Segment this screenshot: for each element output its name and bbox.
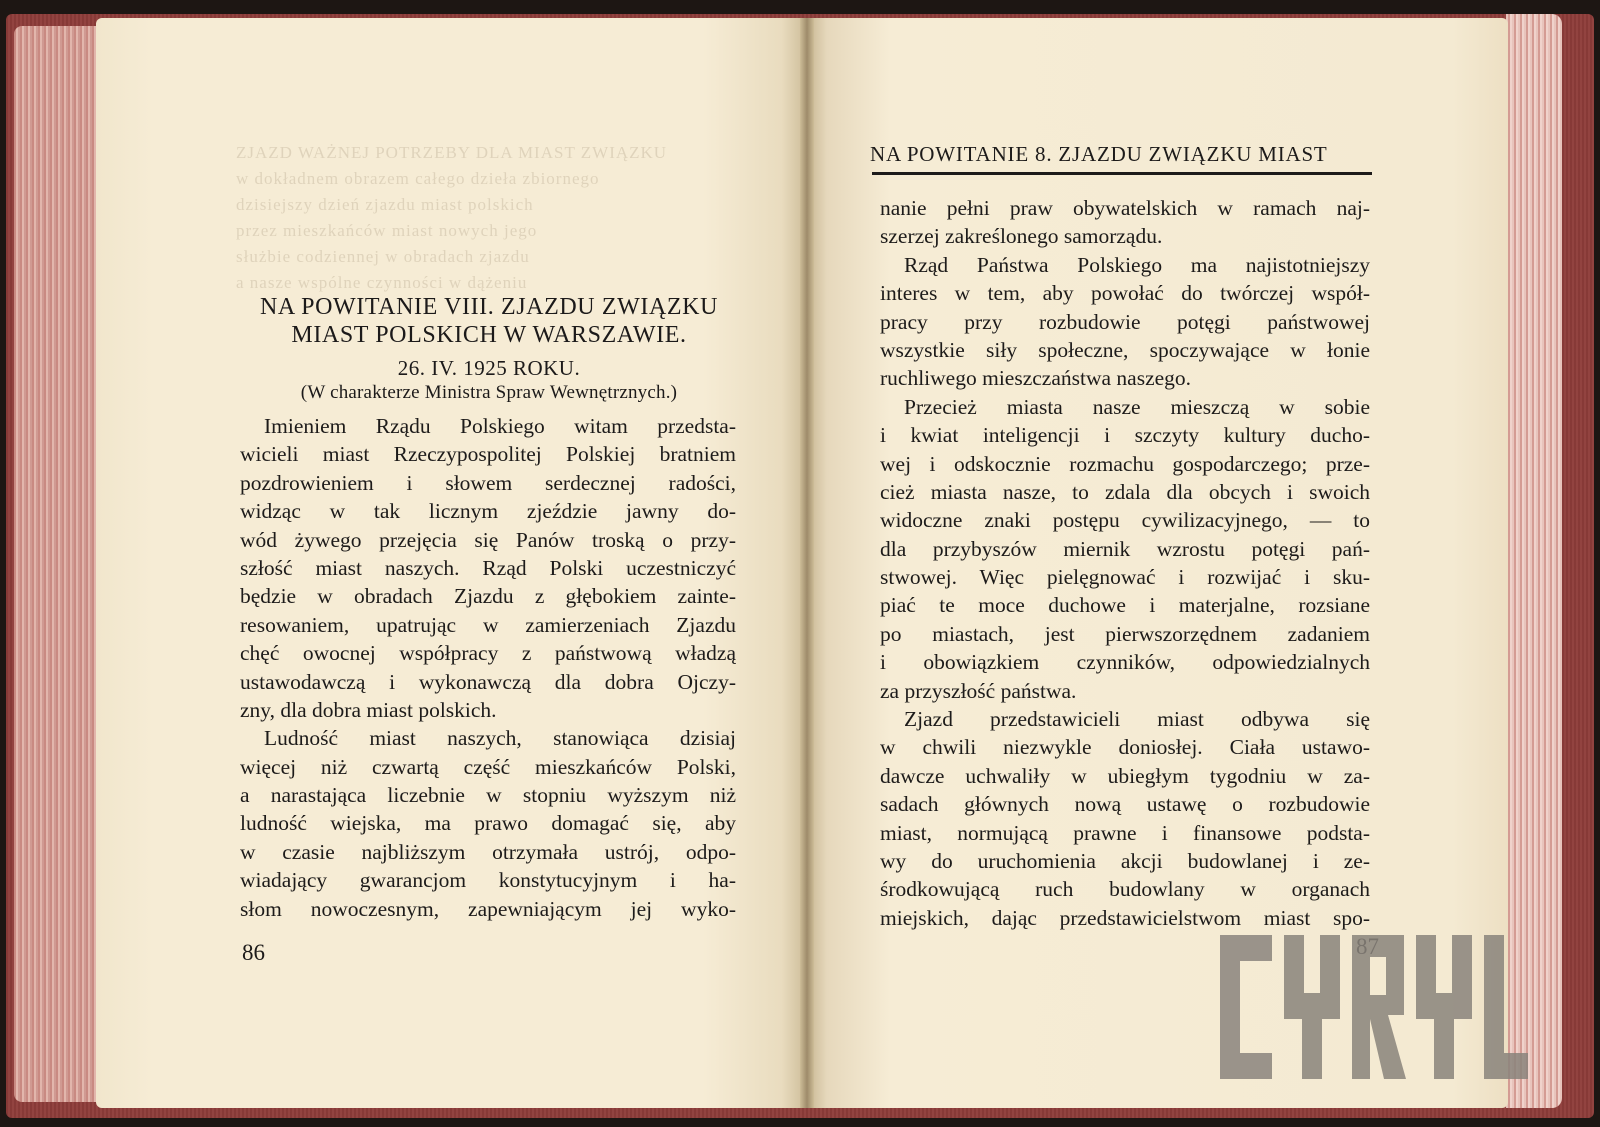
speech-subtitle: (W charakterze Ministra Spraw Wewnętrznych.) [300,382,678,403]
body-line: nanie pełni praw obywatelskich w ramach naj- [880,196,1370,220]
show-through-line: dzisiejszy dzień zjazdu miast polskich [236,195,534,214]
body-line: miast, normującą prawne i finansowe podsta- [880,820,1370,845]
body-line: ruchliwego mieszczaństwa naszego. [880,366,1192,391]
cyryl-watermark-logo [1220,935,1560,1085]
body-line: szłość miast naszych. Rząd Polski uczestniczyć [240,555,736,580]
body-line: miejskich, dając przedstawicielstwom miast spo- [880,905,1370,930]
body-line: widoczne znaki postępu cywilizacyjnego, — to [880,508,1370,533]
body-line: szerzej zakreślonego samorządu. [880,224,1163,249]
body-line: resowaniem, upatrując w zamierzeniach Zjazdu [240,612,736,637]
body-line: zny, dla dobra miast polskich. [240,697,497,722]
body-line: Zjazd przedstawicieli miast odbywa się [904,707,1370,732]
body-line: wszystkie siły społeczne, spoczywające w łonie [880,337,1370,362]
running-head: NA POWITANIE 8. ZJAZDU ZWIĄZKU MIAST [870,142,1328,166]
body-line: dla przybyszów miernik wzrostu potęgi pań- [880,536,1370,561]
body-line: i kwiat inteligencji i szczyty kultury ducho- [880,423,1370,448]
body-line: wy do uruchomienia akcji budowlanej i ze- [880,848,1370,873]
body-line: w chwili niezwykle doniosłej. Ciała ustawo- [880,735,1370,760]
show-through-line: służbie codziennej w obradach zjazdu [236,247,530,266]
watermark-letter-y [1284,935,1340,1079]
show-through-line: w dokładnem obrazem całego dzieła zbiornego [236,169,600,188]
body-line: po miastach, jest pierwszorzędnem zadaniem [880,621,1370,646]
body-line: chęć owocnej współpracy z państwową władzą [240,641,736,666]
body-line: więcej niż czwartą część mieszkańców Polski, [240,754,736,779]
show-through-line: a nasze wspólne czynności w dążeniu [236,273,528,292]
body-line: Imieniem Rządu Polskiego witam przedsta- [264,414,736,438]
body-line: piać te moce duchowe i materjalne, rozsiane [880,593,1370,618]
watermark-letter-l [1484,935,1528,1079]
speech-title-line-2: MIAST POLSKICH W WARSZAWIE. [291,322,687,348]
body-line: ustawodawczą i wykonawczą dla dobra Ojczy- [240,669,736,694]
body-line: sadach głównych nową ustawę o rozbudowie [880,792,1370,817]
speech-title-line-1: NA POWITANIE VIII. ZJAZDU ZWIĄZKU [259,294,718,320]
body-line: ludność wiejska, ma prawo domagać się, aby [240,811,736,836]
body-line: Ludność miast naszych, stanowiąca dzisiaj [264,726,736,751]
body-line: stwowej. Więc pielęgnować i rozwijać i sku- [880,565,1370,590]
body-line: Rząd Państwa Polskiego ma najistotniejszy [904,252,1370,277]
body-line: w czasie najbliższym otrzymała ustrój, odpo- [240,839,736,864]
body-line: wicieli miast Rzeczypospolitej Polskiej bratniem [240,442,736,467]
watermark-letter-r [1352,935,1406,1079]
body-line: słom nowoczesnym, zapewniającym jej wyko- [240,896,736,921]
body-line: wiadający gwarancjom konstytucyjnym i ha- [240,868,736,893]
body-line: wej i odskocznie rozmachu gospodarczego; prze- [880,451,1370,476]
body-line: interes w tem, aby powołać do twórczej współ- [880,281,1370,306]
body-line: widząc w tak licznym zjeździe jawny do- [240,499,736,524]
body-line: wód żywego przejęcia się Panów troską o przy- [240,527,736,552]
right-page-body [880,194,1370,932]
body-line: dawcze uchwaliły w ubiegłym tygodniu w za- [880,763,1370,788]
body-line: będzie w obradach Zjazdu z głębokiem zainte- [240,584,736,609]
body-line: cież miasta nasze, to zdala dla obcych i swoich [880,479,1370,504]
book-gutter [800,18,814,1108]
speech-date: 26. IV. 1925 ROKU. [397,356,581,380]
show-through-line: ZJAZD WAŻNEJ POTRZEBY DLA MIAST ZWIĄZKU [236,143,668,162]
body-line: za przyszłość państwa. [880,678,1077,703]
body-line: a narastająca liczebnie w stopniu wyższym niż [240,783,736,808]
left-page-body [240,412,736,923]
watermark-letter-y2 [1416,935,1472,1079]
page-number-left: 86 [242,940,265,965]
body-line: środkowującą ruch budowlany w organach [880,877,1370,902]
body-line: i obowiązkiem czynników, odpowiedzialnych [880,650,1370,675]
show-through-line: przez mieszkańców miast nowych jego [236,221,538,240]
body-line: Przecież miasta nasze mieszczą w sobie [904,394,1370,419]
body-line: pozdrowieniem i słowem serdecznej radości, [240,470,736,495]
running-head-rule [872,172,1372,175]
watermark-letter-c [1220,935,1272,1079]
body-line: pracy przy rozbudowie potęgi państwowej [880,309,1370,334]
left-page-edges [14,26,100,1102]
